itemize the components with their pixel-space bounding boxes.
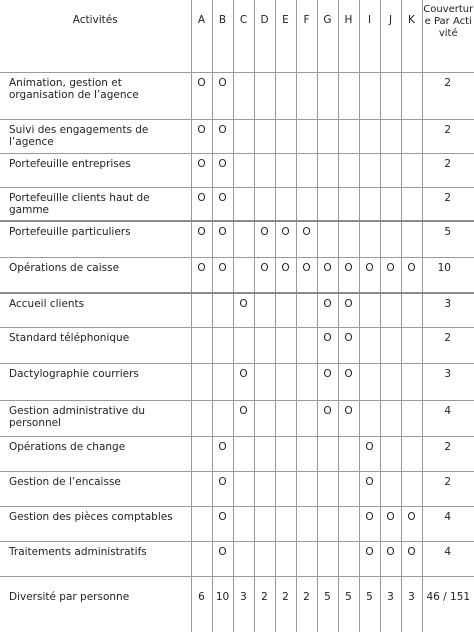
mark-cell-b	[212, 400, 233, 436]
mark-cell-g	[317, 187, 338, 221]
totals-row	[0, 577, 474, 632]
mark-cell-f	[296, 542, 317, 577]
mark-cell-f	[296, 364, 317, 400]
activity-label: Animation, gestion et organisation de l’agence	[0, 72, 191, 119]
column-header-i: I	[359, 0, 380, 72]
mark-cell-b: O	[212, 436, 233, 471]
table-row	[0, 542, 474, 577]
activity-label: Opérations de change	[0, 436, 191, 471]
activity-label: Gestion de l’encaisse	[0, 471, 191, 506]
coverage-cell: 5	[422, 221, 474, 257]
coverage-cell: 3	[422, 293, 474, 328]
mark-cell-j	[380, 221, 401, 257]
column-header-j: J	[380, 0, 401, 72]
coverage-cell: 10	[422, 258, 474, 293]
mark-cell-k: O	[401, 258, 422, 293]
column-header-e: E	[275, 0, 296, 72]
mark-cell-e	[275, 187, 296, 221]
mark-cell-d	[254, 119, 275, 153]
diversity-cell-j: 3	[380, 577, 401, 632]
table-row	[0, 187, 474, 221]
column-header-g: G	[317, 0, 338, 72]
mark-cell-a: O	[191, 187, 212, 221]
coverage-cell: 4	[422, 506, 474, 541]
mark-cell-c	[233, 258, 254, 293]
mark-cell-e	[275, 119, 296, 153]
table-row	[0, 506, 474, 541]
activity-label: Gestion administrative du personnel	[0, 400, 191, 436]
mark-cell-g: O	[317, 293, 338, 328]
mark-cell-h	[338, 436, 359, 471]
mark-cell-c	[233, 436, 254, 471]
mark-cell-e	[275, 153, 296, 187]
mark-cell-b: O	[212, 221, 233, 257]
mark-cell-f	[296, 471, 317, 506]
mark-cell-e	[275, 293, 296, 328]
header-row	[0, 0, 474, 72]
mark-cell-d	[254, 436, 275, 471]
mark-cell-j: O	[380, 542, 401, 577]
mark-cell-d	[254, 506, 275, 541]
mark-cell-j	[380, 72, 401, 119]
mark-cell-d: O	[254, 221, 275, 257]
mark-cell-g	[317, 72, 338, 119]
mark-cell-c: O	[233, 400, 254, 436]
mark-cell-f: O	[296, 221, 317, 257]
mark-cell-i: O	[359, 436, 380, 471]
mark-cell-e: O	[275, 258, 296, 293]
mark-cell-h: O	[338, 364, 359, 400]
mark-cell-j	[380, 187, 401, 221]
mark-cell-k: O	[401, 542, 422, 577]
mark-cell-a	[191, 506, 212, 541]
column-header-a: A	[191, 0, 212, 72]
diversity-cell-e: 2	[275, 577, 296, 632]
column-header-k: K	[401, 0, 422, 72]
diversity-cell-a: 6	[191, 577, 212, 632]
mark-cell-f: O	[296, 258, 317, 293]
mark-cell-k	[401, 471, 422, 506]
mark-cell-b	[212, 328, 233, 364]
mark-cell-h	[338, 471, 359, 506]
activity-label: Standard téléphonique	[0, 328, 191, 364]
mark-cell-i: O	[359, 506, 380, 541]
mark-cell-a	[191, 328, 212, 364]
mark-cell-k	[401, 293, 422, 328]
mark-cell-f	[296, 72, 317, 119]
mark-cell-a: O	[191, 258, 212, 293]
table-row	[0, 221, 474, 257]
mark-cell-b: O	[212, 506, 233, 541]
coverage-cell: 2	[422, 119, 474, 153]
column-header-b: B	[212, 0, 233, 72]
mark-cell-g: O	[317, 328, 338, 364]
mark-cell-d: O	[254, 258, 275, 293]
mark-cell-a	[191, 542, 212, 577]
mark-cell-d	[254, 72, 275, 119]
mark-cell-b	[212, 293, 233, 328]
totals-label: Diversité par personne	[0, 577, 191, 632]
mark-cell-a	[191, 436, 212, 471]
mark-cell-d	[254, 400, 275, 436]
column-header-f: F	[296, 0, 317, 72]
mark-cell-e: O	[275, 221, 296, 257]
mark-cell-f	[296, 506, 317, 541]
table-row	[0, 153, 474, 187]
diversity-cell-g: 5	[317, 577, 338, 632]
mark-cell-e	[275, 400, 296, 436]
mark-cell-c: O	[233, 293, 254, 328]
mark-cell-c	[233, 506, 254, 541]
mark-cell-b: O	[212, 471, 233, 506]
mark-cell-k	[401, 436, 422, 471]
mark-cell-f	[296, 436, 317, 471]
mark-cell-a	[191, 293, 212, 328]
column-header-d: D	[254, 0, 275, 72]
mark-cell-e	[275, 436, 296, 471]
mark-cell-k	[401, 119, 422, 153]
mark-cell-c	[233, 328, 254, 364]
activity-label: Opérations de caisse	[0, 258, 191, 293]
mark-cell-d	[254, 153, 275, 187]
mark-cell-i	[359, 119, 380, 153]
coverage-cell: 2	[422, 153, 474, 187]
mark-cell-d	[254, 328, 275, 364]
coverage-cell: 4	[422, 542, 474, 577]
activities-header: Activités	[0, 0, 191, 72]
mark-cell-e	[275, 506, 296, 541]
mark-cell-h	[338, 542, 359, 577]
table-row	[0, 471, 474, 506]
table-row	[0, 436, 474, 471]
diversity-cell-h: 5	[338, 577, 359, 632]
mark-cell-a	[191, 364, 212, 400]
column-header-c: C	[233, 0, 254, 72]
mark-cell-h: O	[338, 400, 359, 436]
mark-cell-f	[296, 187, 317, 221]
mark-cell-b: O	[212, 119, 233, 153]
mark-cell-c	[233, 153, 254, 187]
mark-cell-i	[359, 364, 380, 400]
mark-cell-e	[275, 364, 296, 400]
mark-cell-g	[317, 506, 338, 541]
mark-cell-i	[359, 293, 380, 328]
mark-cell-d	[254, 471, 275, 506]
mark-cell-e	[275, 471, 296, 506]
mark-cell-j	[380, 153, 401, 187]
mark-cell-b: O	[212, 258, 233, 293]
mark-cell-e	[275, 328, 296, 364]
mark-cell-j	[380, 364, 401, 400]
mark-cell-i	[359, 221, 380, 257]
mark-cell-g	[317, 221, 338, 257]
mark-cell-b	[212, 364, 233, 400]
mark-cell-c	[233, 119, 254, 153]
mark-cell-i	[359, 328, 380, 364]
mark-cell-b: O	[212, 72, 233, 119]
mark-cell-j	[380, 293, 401, 328]
mark-cell-h: O	[338, 293, 359, 328]
mark-cell-i: O	[359, 471, 380, 506]
mark-cell-g	[317, 436, 338, 471]
mark-cell-k	[401, 72, 422, 119]
mark-cell-d	[254, 542, 275, 577]
mark-cell-h	[338, 187, 359, 221]
mark-cell-c	[233, 471, 254, 506]
diversity-cell-b: 10	[212, 577, 233, 632]
table-row	[0, 258, 474, 293]
mark-cell-i: O	[359, 542, 380, 577]
coverage-cell: 2	[422, 436, 474, 471]
mark-cell-j: O	[380, 258, 401, 293]
table-row	[0, 293, 474, 328]
coverage-cell: 4	[422, 400, 474, 436]
mark-cell-j	[380, 436, 401, 471]
mark-cell-c	[233, 187, 254, 221]
activity-label: Accueil clients	[0, 293, 191, 328]
mark-cell-f	[296, 328, 317, 364]
mark-cell-h	[338, 506, 359, 541]
mark-cell-g: O	[317, 364, 338, 400]
mark-cell-c: O	[233, 364, 254, 400]
mark-cell-b: O	[212, 153, 233, 187]
activity-label: Portefeuille particuliers	[0, 221, 191, 257]
mark-cell-e	[275, 72, 296, 119]
activity-label: Suivi des engagements de l’agence	[0, 119, 191, 153]
mark-cell-c	[233, 221, 254, 257]
mark-cell-j	[380, 471, 401, 506]
mark-cell-j	[380, 400, 401, 436]
mark-cell-k	[401, 400, 422, 436]
mark-cell-f	[296, 293, 317, 328]
mark-cell-h	[338, 72, 359, 119]
diversity-cell-i: 5	[359, 577, 380, 632]
mark-cell-c	[233, 542, 254, 577]
coverage-cell: 2	[422, 72, 474, 119]
mark-cell-j	[380, 328, 401, 364]
diversity-cell-d: 2	[254, 577, 275, 632]
mark-cell-f	[296, 400, 317, 436]
table-row	[0, 364, 474, 400]
table-row	[0, 72, 474, 119]
mark-cell-a	[191, 471, 212, 506]
activity-label: Portefeuille clients haut de gamme	[0, 187, 191, 221]
activity-label: Gestion des pièces comptables	[0, 506, 191, 541]
mark-cell-g: O	[317, 258, 338, 293]
mark-cell-f	[296, 153, 317, 187]
coverage-cell: 2	[422, 187, 474, 221]
mark-cell-k	[401, 153, 422, 187]
mark-cell-i: O	[359, 258, 380, 293]
mark-cell-h	[338, 153, 359, 187]
coverage-cell: 3	[422, 364, 474, 400]
mark-cell-c	[233, 72, 254, 119]
mark-cell-k	[401, 187, 422, 221]
mark-cell-i	[359, 153, 380, 187]
table-body	[0, 72, 474, 632]
table-row	[0, 328, 474, 364]
mark-cell-a	[191, 400, 212, 436]
mark-cell-d	[254, 364, 275, 400]
mark-cell-g: O	[317, 400, 338, 436]
mark-cell-f	[296, 119, 317, 153]
mark-cell-i	[359, 187, 380, 221]
mark-cell-d	[254, 293, 275, 328]
table-row	[0, 400, 474, 436]
mark-cell-a: O	[191, 72, 212, 119]
mark-cell-i	[359, 72, 380, 119]
mark-cell-k: O	[401, 506, 422, 541]
mark-cell-e	[275, 542, 296, 577]
mark-cell-b: O	[212, 187, 233, 221]
mark-cell-g	[317, 119, 338, 153]
mark-cell-k	[401, 221, 422, 257]
mark-cell-d	[254, 187, 275, 221]
mark-cell-i	[359, 400, 380, 436]
mark-cell-k	[401, 328, 422, 364]
mark-cell-g	[317, 153, 338, 187]
column-header-h: H	[338, 0, 359, 72]
mark-cell-h: O	[338, 328, 359, 364]
coverage-header: Couverture Par Activité	[422, 0, 474, 72]
mark-cell-a: O	[191, 153, 212, 187]
mark-cell-b: O	[212, 542, 233, 577]
activity-label: Dactylographie courriers	[0, 364, 191, 400]
activity-label: Portefeuille entreprises	[0, 153, 191, 187]
mark-cell-g	[317, 471, 338, 506]
coverage-cell: 2	[422, 471, 474, 506]
mark-cell-h: O	[338, 258, 359, 293]
mark-cell-j: O	[380, 506, 401, 541]
diversity-cell-f: 2	[296, 577, 317, 632]
table-row	[0, 119, 474, 153]
mark-cell-h	[338, 221, 359, 257]
coverage-cell: 2	[422, 328, 474, 364]
mark-cell-h	[338, 119, 359, 153]
total-coverage-cell: 46 / 151	[422, 577, 474, 632]
mark-cell-j	[380, 119, 401, 153]
activity-label: Traitements administratifs	[0, 542, 191, 577]
diversity-cell-k: 3	[401, 577, 422, 632]
mark-cell-g	[317, 542, 338, 577]
mark-cell-a: O	[191, 221, 212, 257]
diversity-cell-c: 3	[233, 577, 254, 632]
mark-cell-a: O	[191, 119, 212, 153]
mark-cell-k	[401, 364, 422, 400]
